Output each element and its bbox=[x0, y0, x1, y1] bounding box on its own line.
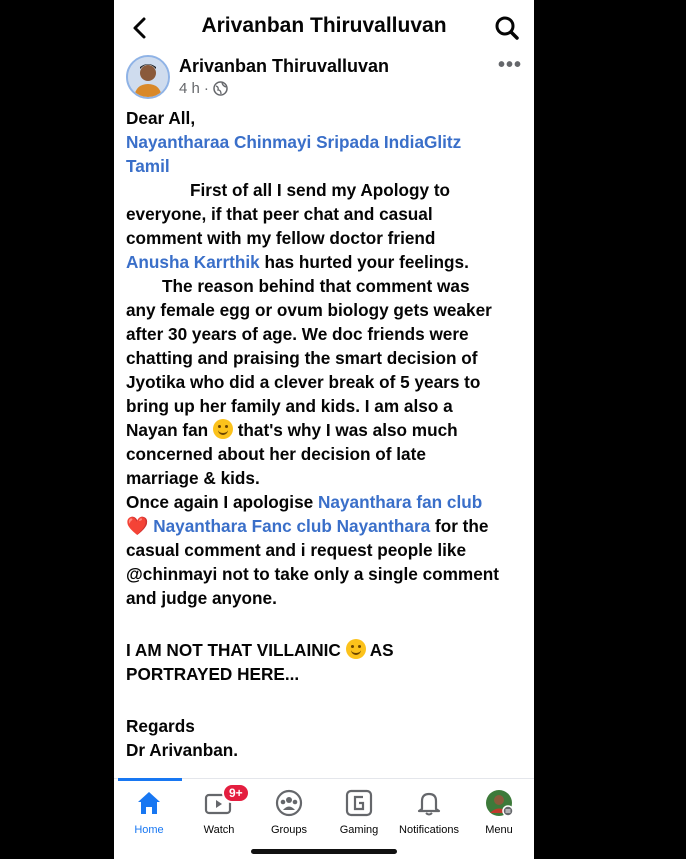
tagged-fanc-club[interactable]: Nayanthara Fanc club Nayanthara bbox=[153, 516, 431, 536]
nav-watch-label: Watch bbox=[203, 824, 235, 836]
nav-home[interactable] bbox=[114, 779, 184, 843]
heart-emoji-icon: ❤️ bbox=[126, 516, 149, 536]
nav-notifications[interactable] bbox=[394, 779, 464, 843]
profile-menu-icon bbox=[484, 789, 514, 817]
body-line: First of all I send my Apology to bbox=[190, 180, 451, 200]
signature: Dr Arivanban. bbox=[126, 740, 239, 760]
body-line: casual comment and i request people like bbox=[126, 540, 467, 560]
author-avatar[interactable] bbox=[126, 55, 170, 99]
body-line: @chinmayi not to take only a single comment bbox=[126, 564, 499, 584]
body-line: everyone, if that peer chat and casual bbox=[126, 204, 433, 224]
body-line: Jyotika who did a clever break of 5 years to bbox=[126, 372, 481, 392]
post-header bbox=[114, 52, 534, 102]
person-avatar-icon bbox=[128, 57, 168, 97]
body-line: after 30 years of age. We doc friends were bbox=[126, 324, 469, 344]
nav-home-label: Home bbox=[134, 824, 164, 836]
caps-line: I AM NOT THAT VILLAINIC bbox=[126, 640, 346, 660]
smiling-emoji-icon bbox=[213, 419, 233, 439]
tagged-fan-club[interactable]: Nayanthara fan club bbox=[317, 492, 483, 512]
regards: Regards bbox=[126, 716, 195, 736]
nav-menu[interactable] bbox=[464, 779, 534, 843]
nav-watch[interactable] bbox=[184, 779, 254, 843]
nav-gaming[interactable] bbox=[324, 779, 394, 843]
tagged-name-tamil[interactable]: Tamil bbox=[126, 156, 170, 176]
spacer bbox=[126, 610, 526, 634]
gaming-icon bbox=[344, 789, 374, 817]
body-line: that's why I was also much bbox=[232, 420, 458, 440]
post-time[interactable]: 4 h bbox=[179, 80, 200, 97]
body-line: bring up her family and kids. I am also a bbox=[126, 396, 453, 416]
body-line: any female egg or ovum biology gets weaker bbox=[126, 300, 492, 320]
top-bar bbox=[114, 0, 534, 56]
nav-menu-label: Menu bbox=[485, 824, 513, 836]
body-line: Nayan fan bbox=[126, 420, 213, 440]
body-line: Once again I apologise bbox=[126, 492, 318, 512]
more-options-icon[interactable]: ••• bbox=[497, 54, 522, 76]
tagged-names[interactable]: Nayantharaa Chinmayi Sripada IndiaGlitz bbox=[126, 132, 462, 152]
home-indicator[interactable] bbox=[251, 849, 397, 854]
body-line: concerned about her decision of late bbox=[126, 444, 426, 464]
groups-icon bbox=[274, 789, 304, 817]
body-line: comment with my fellow doctor friend bbox=[126, 228, 436, 248]
body-line: has hurted your feelings. bbox=[259, 252, 469, 272]
page-title: Arivanban Thiruvalluvan bbox=[201, 14, 447, 37]
meta-separator: · bbox=[203, 80, 209, 97]
body-line: and judge anyone. bbox=[126, 588, 277, 608]
author-name[interactable]: Arivanban Thiruvalluvan bbox=[179, 56, 390, 76]
bottom-nav bbox=[114, 778, 534, 843]
nav-notifications-label: Notifications bbox=[399, 824, 459, 836]
nav-groups[interactable] bbox=[254, 779, 324, 843]
nav-groups-label: Groups bbox=[270, 824, 308, 836]
smiling-emoji-icon bbox=[346, 639, 366, 659]
body-line: for the bbox=[430, 516, 489, 536]
nav-gaming-label: Gaming bbox=[339, 824, 379, 836]
body-line: chatting and praising the smart decision of bbox=[126, 348, 478, 368]
spacer bbox=[126, 686, 526, 710]
post-body bbox=[126, 106, 526, 762]
watch-badge: 9+ bbox=[222, 783, 250, 803]
caps-line: PORTRAYED HERE... bbox=[126, 664, 300, 684]
bell-icon bbox=[414, 789, 444, 817]
tagged-anusha[interactable]: Anusha Karrthik bbox=[126, 252, 260, 272]
post-meta bbox=[179, 80, 228, 97]
greeting: Dear All, bbox=[126, 108, 196, 128]
caps-line: AS bbox=[365, 640, 394, 660]
search-icon[interactable] bbox=[494, 14, 520, 42]
body-line: The reason behind that comment was bbox=[162, 276, 470, 296]
globe-icon bbox=[213, 81, 228, 96]
home-icon bbox=[134, 789, 164, 817]
body-line: marriage & kids. bbox=[126, 468, 260, 488]
phone-screen bbox=[114, 0, 534, 859]
